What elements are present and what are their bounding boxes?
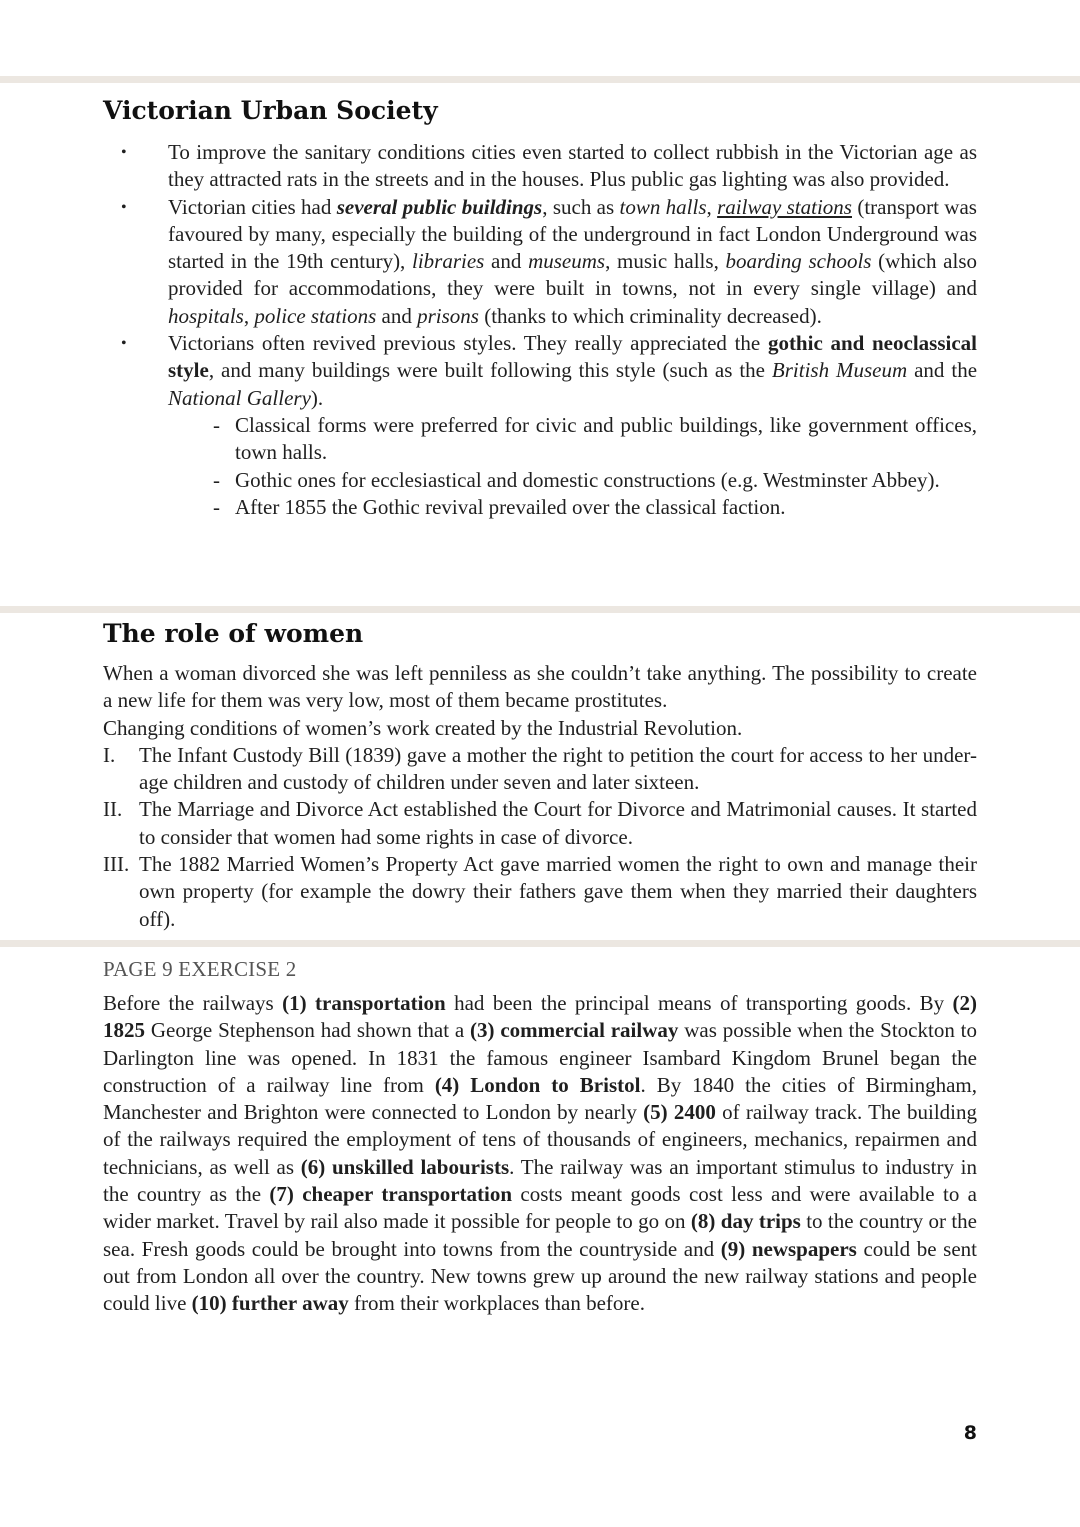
bullet-list [103, 139, 977, 521]
list-item: • Victorian cities had several public buildings, such as town halls, railway stations (transport was favoured by many, especially the building of the underground in fact London Underground was started in the 19th century), libraries and museums, music halls, boarding schools (which also provided for accommodations, they were built in towns, not in every single village) and hospitals, police stations and prisons (thanks to which criminality decreased). [103, 194, 977, 330]
section-divider [0, 606, 1080, 613]
sub-list [168, 412, 977, 521]
list-item: I. The Infant Custody Bill (1839) gave a mother the right to petition the court for access to her under-age children and custody of children under seven and later sixteen. [103, 742, 977, 795]
section-divider [0, 940, 1080, 947]
list-item: • Victorians often revived previous styles. They really appreciated the gothic and neoclassical style, and many buildings were built following this style (such as the British Museum and the National Gallery). - Classical forms were preferred for civic and public buildings, like government offices, town halls. - Gothic ones for ecclesiastical and domestic constructions (e.g. Westminster Abbey). - After 1855 the Gothic revival prevailed over the classical faction. [103, 330, 977, 521]
section-victorian-urban-society [103, 96, 977, 521]
exercise-heading: PAGE 9 EXERCISE 2 [103, 957, 297, 981]
section-divider [0, 76, 1080, 83]
exercise-paragraph: Before the railways (1) transportation had been the principal means of transporting goods. By (2) 1825 George Stephenson had shown that a (3) commercial railway was possible when the Stockton to Darlington line was opened. In 1831 the famous engineer Isambard Kingdom Brunel began the construction of a railway line from (4) London to Bristol. By 1840 the cities of Birmingham, Manchester and Brighton were connected to London by nearly (5) 2400 of railway track. The building of the railways required the employment of tens of thousands of engineers, mechanics, repairmen and technicians, as well as (6) unskilled labourists. The railway was an important stimulus to industry in the country as the (7) cheaper transportation costs meant goods cost less and were available to a wider market. Travel by rail also made it possible for people to go on (8) day trips to the country or the sea. Fresh goods could be brought into towns from the countryside and (9) newspapers could be sent out from London all over the country. New towns grew up around the new railway stations and people could live (10) further away from their workplaces than before. [103, 991, 978, 1316]
section-title: The role of women [103, 619, 364, 648]
list-item: III. The 1882 Married Women’s Property Act gave married women the right to own and manage their own property (for example the dowry their fathers gave them when they married their daughters off). [103, 852, 977, 931]
list-item: II. The Marriage and Divorce Act established the Court for Divorce and Matrimonial causes. It started to consider that women had some rights in case of divorce. [103, 797, 977, 849]
sub-list-item: - Gothic ones for ecclesiastical and domestic constructions (e.g. Westminster Abbey). [235, 467, 977, 494]
list-item [103, 139, 977, 194]
page-number: 8 [963, 1422, 977, 1444]
section-title: Victorian Urban Society [103, 96, 438, 125]
paragraph [103, 660, 977, 933]
numbered-list [103, 742, 977, 933]
intro-text: Changing conditions of women’s work created by the Industrial Revolution. [103, 715, 743, 740]
section-role-of-women [103, 619, 977, 933]
section-exercise [103, 957, 977, 1318]
sub-list-item: - After 1855 the Gothic revival prevailed over the classical faction. [235, 494, 977, 521]
intro-text: When a woman divorced she was left penniless as she couldn’t take anything. The possibility to create a new life for them was very low, most of them became prostitutes. [103, 661, 977, 713]
sub-list-item: - Classical forms were preferred for civic and public buildings, like government offices, town halls. [235, 412, 977, 467]
bullet-text: To improve the sanitary conditions cities even started to collect rubbish in the Victorian age as they attracted rats in the streets and in the houses. Plus public gas lighting was also provided. [168, 140, 977, 192]
